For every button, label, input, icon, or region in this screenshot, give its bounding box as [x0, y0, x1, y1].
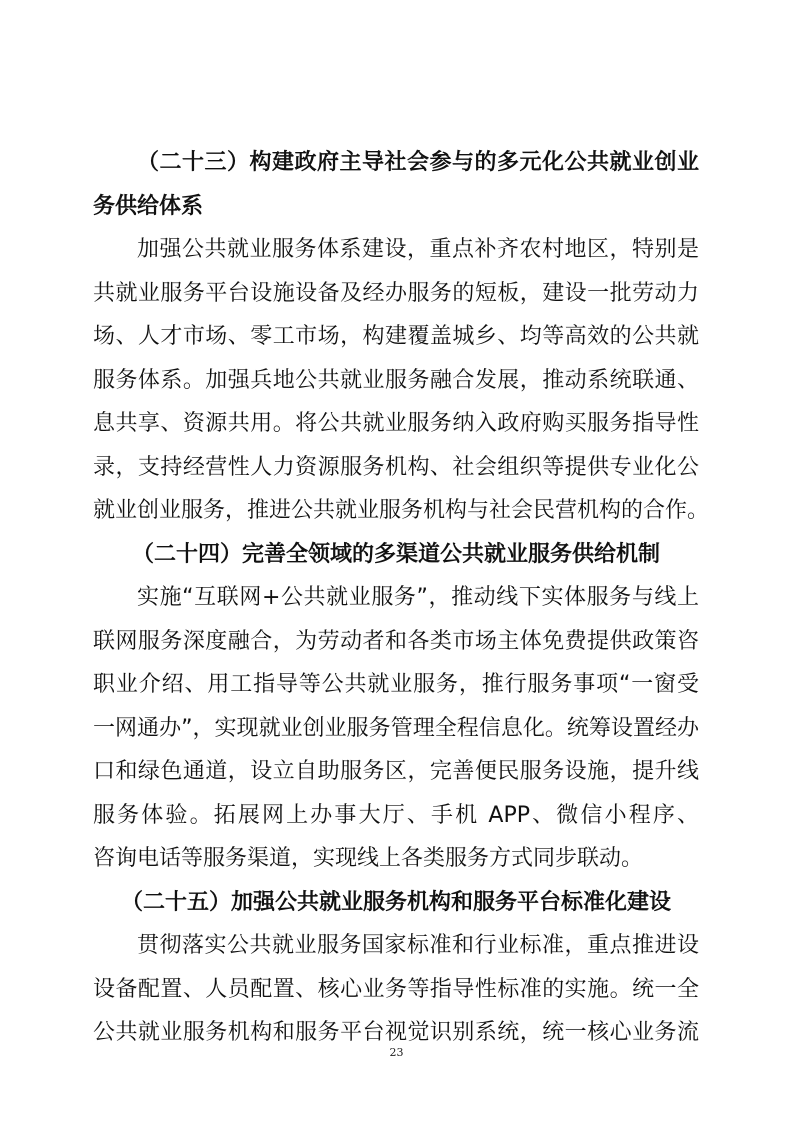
section-heading-23-line-1: （二十三）构建政府主导社会参与的多元化公共就业创业 [137, 150, 699, 175]
section-heading-24: （二十四）完善全领域的多渠道公共就业服务供给机制 [131, 541, 660, 567]
paragraph-line: 服务体系。加强兵地公共就业服务融合发展，推动系统联通、 [93, 367, 699, 393]
paragraph-line: 共就业服务平台设施设备及经办服务的短板，建设一批劳动力 [93, 280, 699, 306]
paragraph-line: 一网通办”，实现就业创业服务管理全程信息化。统筹设置经办 [93, 715, 699, 741]
paragraph-line: 息共享、资源共用。将公共就业服务纳入政府购买服务指导性 [93, 411, 699, 436]
paragraph-line: 口和绿色通道，设立自助服务区，完善便民服务设施，提升线 [93, 759, 699, 784]
paragraph-line: 加强公共就业服务体系建设，重点补齐农村地区，特别是 [137, 237, 699, 262]
paragraph-line: 联网服务深度融合，为劳动者和各类市场主体免费提供政策咨 [93, 628, 699, 654]
paragraph-line: 录，支持经营性人力资源服务机构、社会组织等提供专业化公 [93, 454, 699, 480]
paragraph-line: 服务体验。拓展网上办事大厅、手机 APP、微信小程序、 [93, 802, 699, 828]
paragraph-line: 公共就业服务机构和服务平台视觉识别系统，统一核心业务流 [93, 1020, 699, 1045]
paragraph-line: 场、人才市场、零工市场，构建覆盖城乡、均等高效的公共就 [93, 324, 699, 349]
paragraph-line: 实施“互联网+公共就业服务”，推动线下实体服务与线上 [137, 585, 699, 610]
paragraph-line: 咨询电话等服务渠道，实现线上各类服务方式同步联动。 [93, 846, 644, 871]
paragraph-line: 职业介绍、用工指导等公共就业服务，推行服务事项“一窗受 [93, 672, 699, 697]
page-number: 23 [389, 1046, 404, 1059]
section-heading-23-line-2: 务供给体系 [93, 193, 204, 219]
section-heading-25: （二十五）加强公共就业服务机构和服务平台标准化建设 [120, 889, 671, 915]
paragraph-line: 就业创业服务，推进公共就业服务机构与社会民营机构的合作。 [93, 498, 710, 523]
page-content [93, 141, 710, 1055]
paragraph-line: 贯彻落实公共就业服务国家标准和行业标准，重点推进设 [137, 933, 699, 958]
paragraph-line: 设备配置、人员配置、核心业务等指导性标准的实施。统一全 [93, 976, 699, 1002]
